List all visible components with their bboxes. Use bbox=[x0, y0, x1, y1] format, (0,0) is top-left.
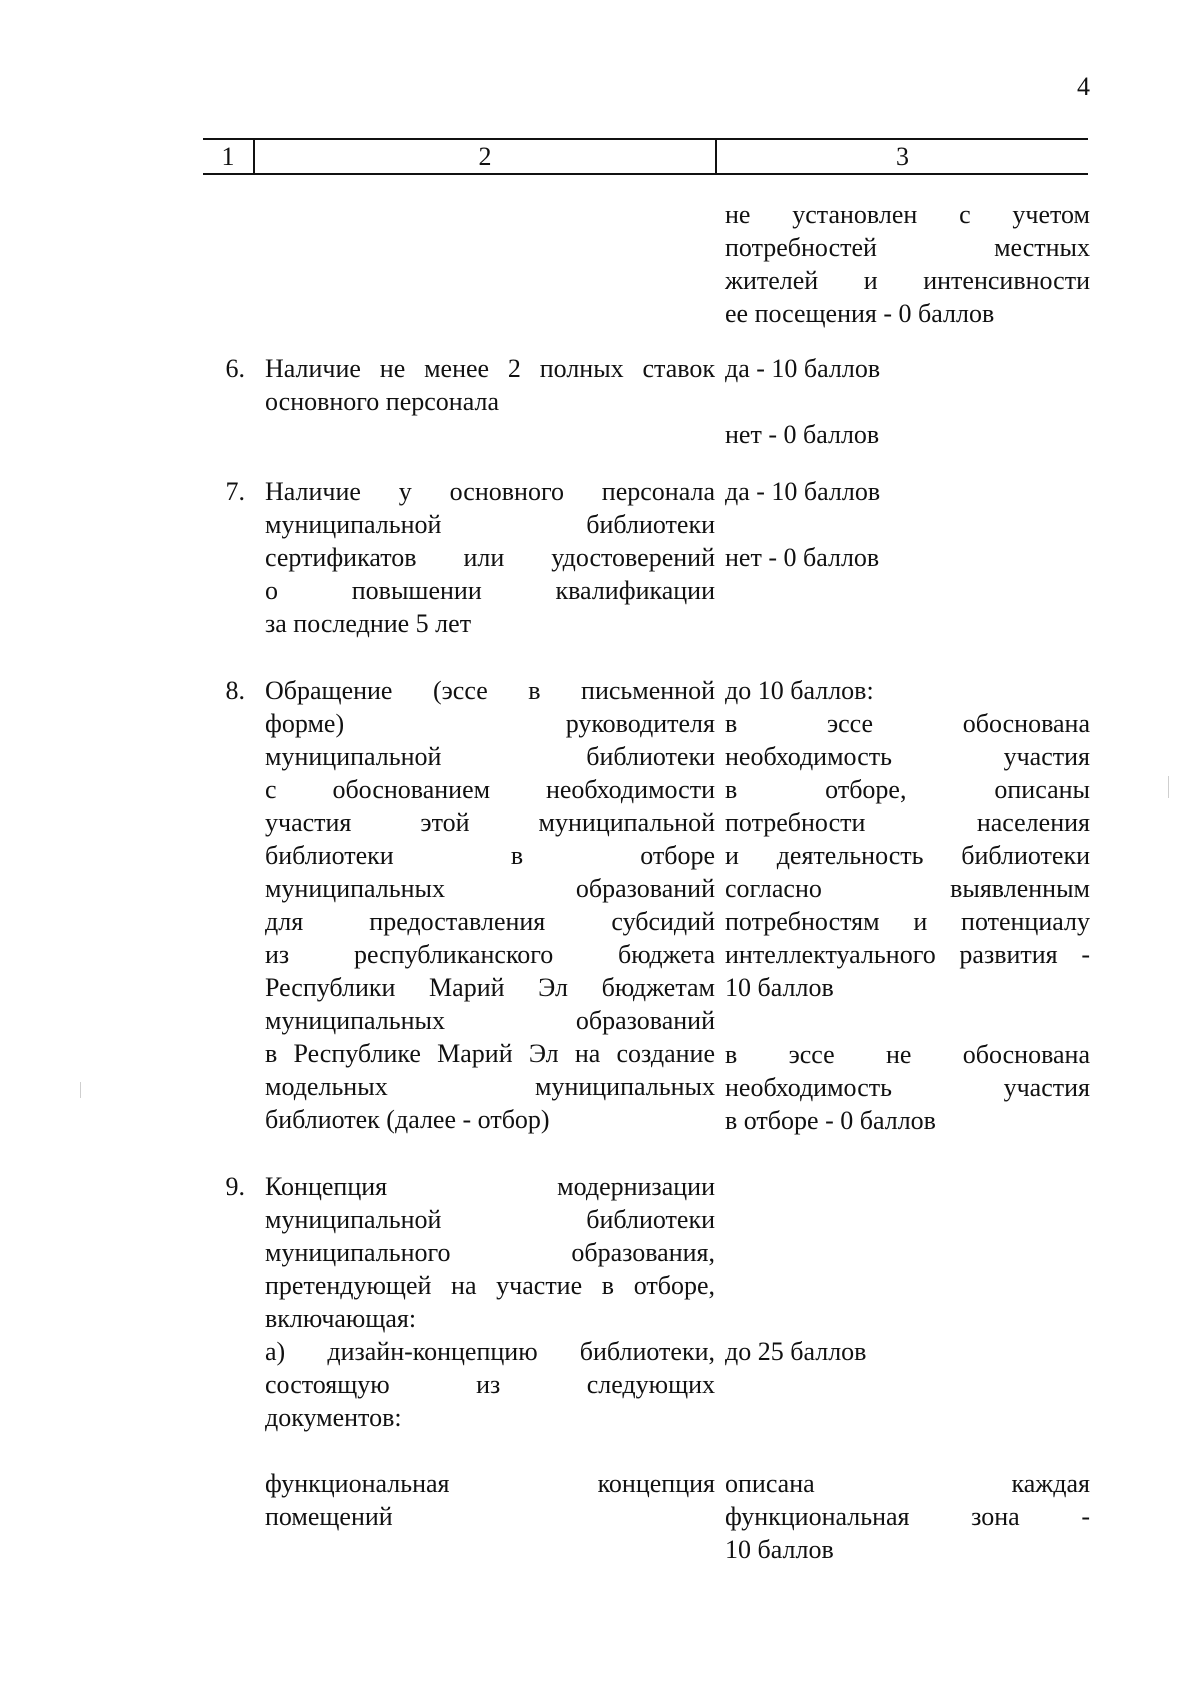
text-line: с обоснованием необходимости bbox=[265, 775, 715, 804]
text-line: в отборе - 0 баллов bbox=[725, 1106, 936, 1135]
row-9-criterion bbox=[265, 1170, 715, 1434]
row-8-criterion bbox=[265, 674, 715, 1136]
row-8-score-no bbox=[725, 1038, 1090, 1137]
row-6-score-no bbox=[725, 418, 1090, 451]
continuation-score-text bbox=[725, 198, 1090, 330]
text-line: участия этой муниципальной bbox=[265, 808, 715, 837]
text-line: о повышении квалификации bbox=[265, 576, 715, 605]
text-line: Наличие у основного персонала bbox=[265, 477, 715, 506]
text-line: Концепция модернизации bbox=[265, 1172, 715, 1201]
text-line: ее посещения - 0 баллов bbox=[725, 299, 995, 328]
column-header-1: 1 bbox=[203, 140, 255, 173]
row-9-functional-score bbox=[725, 1467, 1090, 1566]
text-line: 10 баллов bbox=[725, 973, 834, 1002]
column-header-2: 2 bbox=[255, 140, 717, 173]
text-line: Республики Марий Эл бюджетам bbox=[265, 973, 715, 1002]
text-line: муниципального образования, bbox=[265, 1238, 715, 1267]
row-7-criterion bbox=[265, 475, 715, 640]
text-line: муниципальной библиотеки bbox=[265, 742, 715, 771]
text-line: муниципальных образований bbox=[265, 1006, 715, 1035]
text-line: в отборе, описаны bbox=[725, 775, 1090, 804]
row-7-score-no bbox=[725, 541, 1090, 574]
text-line: нет - 0 баллов bbox=[725, 420, 880, 449]
text-line: в Республике Марий Эл на создание bbox=[265, 1039, 715, 1068]
text-line: помещений bbox=[265, 1502, 393, 1531]
column-header-3: 3 bbox=[896, 142, 909, 171]
text-line: жителей и интенсивности bbox=[725, 266, 1090, 295]
text-line: библиотеки в отборе bbox=[265, 841, 715, 870]
row-9-functional-concept bbox=[265, 1467, 715, 1533]
text-line: до 10 баллов: bbox=[725, 676, 874, 705]
text-line: потребности населения bbox=[725, 808, 1090, 837]
text-line: документов: bbox=[265, 1403, 402, 1432]
text-line: потребностей местных bbox=[725, 233, 1090, 262]
row-number-8: 8. bbox=[225, 676, 245, 705]
text-line: функциональная концепция bbox=[265, 1469, 715, 1498]
text-line: функциональная зона - bbox=[725, 1502, 1090, 1531]
scan-artifact bbox=[80, 1082, 81, 1098]
text-line: сертификатов или удостоверений bbox=[265, 543, 715, 572]
row-6-score-yes bbox=[725, 352, 1090, 385]
row-6-criterion bbox=[265, 352, 715, 418]
text-line: согласно выявленным bbox=[725, 874, 1090, 903]
text-line: а) дизайн-концепцию библиотеки, bbox=[265, 1337, 715, 1366]
table-column-header bbox=[203, 138, 1088, 175]
text-line: потребностям и потенциалу bbox=[725, 907, 1090, 936]
row-7-score-yes bbox=[725, 475, 1090, 508]
row-9-sub-a-score bbox=[725, 1335, 1090, 1368]
text-line: нет - 0 баллов bbox=[725, 543, 880, 572]
text-line: основного персонала bbox=[265, 387, 499, 416]
text-line: 10 баллов bbox=[725, 1535, 834, 1564]
text-line: да - 10 баллов bbox=[725, 477, 881, 506]
text-line: в эссе не обоснована bbox=[725, 1040, 1090, 1069]
text-line: необходимость участия bbox=[725, 742, 1090, 771]
row-number-9: 9. bbox=[225, 1172, 245, 1201]
text-line: библиотек (далее - отбор) bbox=[265, 1105, 550, 1134]
text-line: включающая: bbox=[265, 1304, 417, 1333]
text-line: в эссе обоснована bbox=[725, 709, 1090, 738]
text-line: необходимость участия bbox=[725, 1073, 1090, 1102]
scan-artifact bbox=[1168, 776, 1169, 798]
text-line: Наличие не менее 2 полных ставок bbox=[265, 354, 715, 383]
text-line: претендующей на участие в отборе, bbox=[265, 1271, 715, 1300]
text-line: муниципальных образований bbox=[265, 874, 715, 903]
text-line: не установлен с учетом bbox=[725, 200, 1090, 229]
text-line: муниципальной библиотеки bbox=[265, 1205, 715, 1234]
text-line: интеллектуального развития - bbox=[725, 940, 1090, 969]
text-line: до 25 баллов bbox=[725, 1337, 867, 1366]
text-line: за последние 5 лет bbox=[265, 609, 472, 638]
text-line: из республиканского бюджета bbox=[265, 940, 715, 969]
text-line: муниципальной библиотеки bbox=[265, 510, 715, 539]
text-line: да - 10 баллов bbox=[725, 354, 881, 383]
text-line: и деятельность библиотеки bbox=[725, 841, 1090, 870]
text-line: форме) руководителя bbox=[265, 709, 715, 738]
text-line: для предоставления субсидий bbox=[265, 907, 715, 936]
row-number-6: 6. bbox=[225, 354, 245, 383]
text-line: состоящую из следующих bbox=[265, 1370, 715, 1399]
page-number: 4 bbox=[1077, 72, 1090, 101]
row-8-score bbox=[725, 674, 1090, 1004]
text-line: модельных муниципальных bbox=[265, 1072, 715, 1101]
text-line: описана каждая bbox=[725, 1469, 1090, 1498]
row-number-7: 7. bbox=[225, 477, 245, 506]
text-line: Обращение (эссе в письменной bbox=[265, 676, 715, 705]
